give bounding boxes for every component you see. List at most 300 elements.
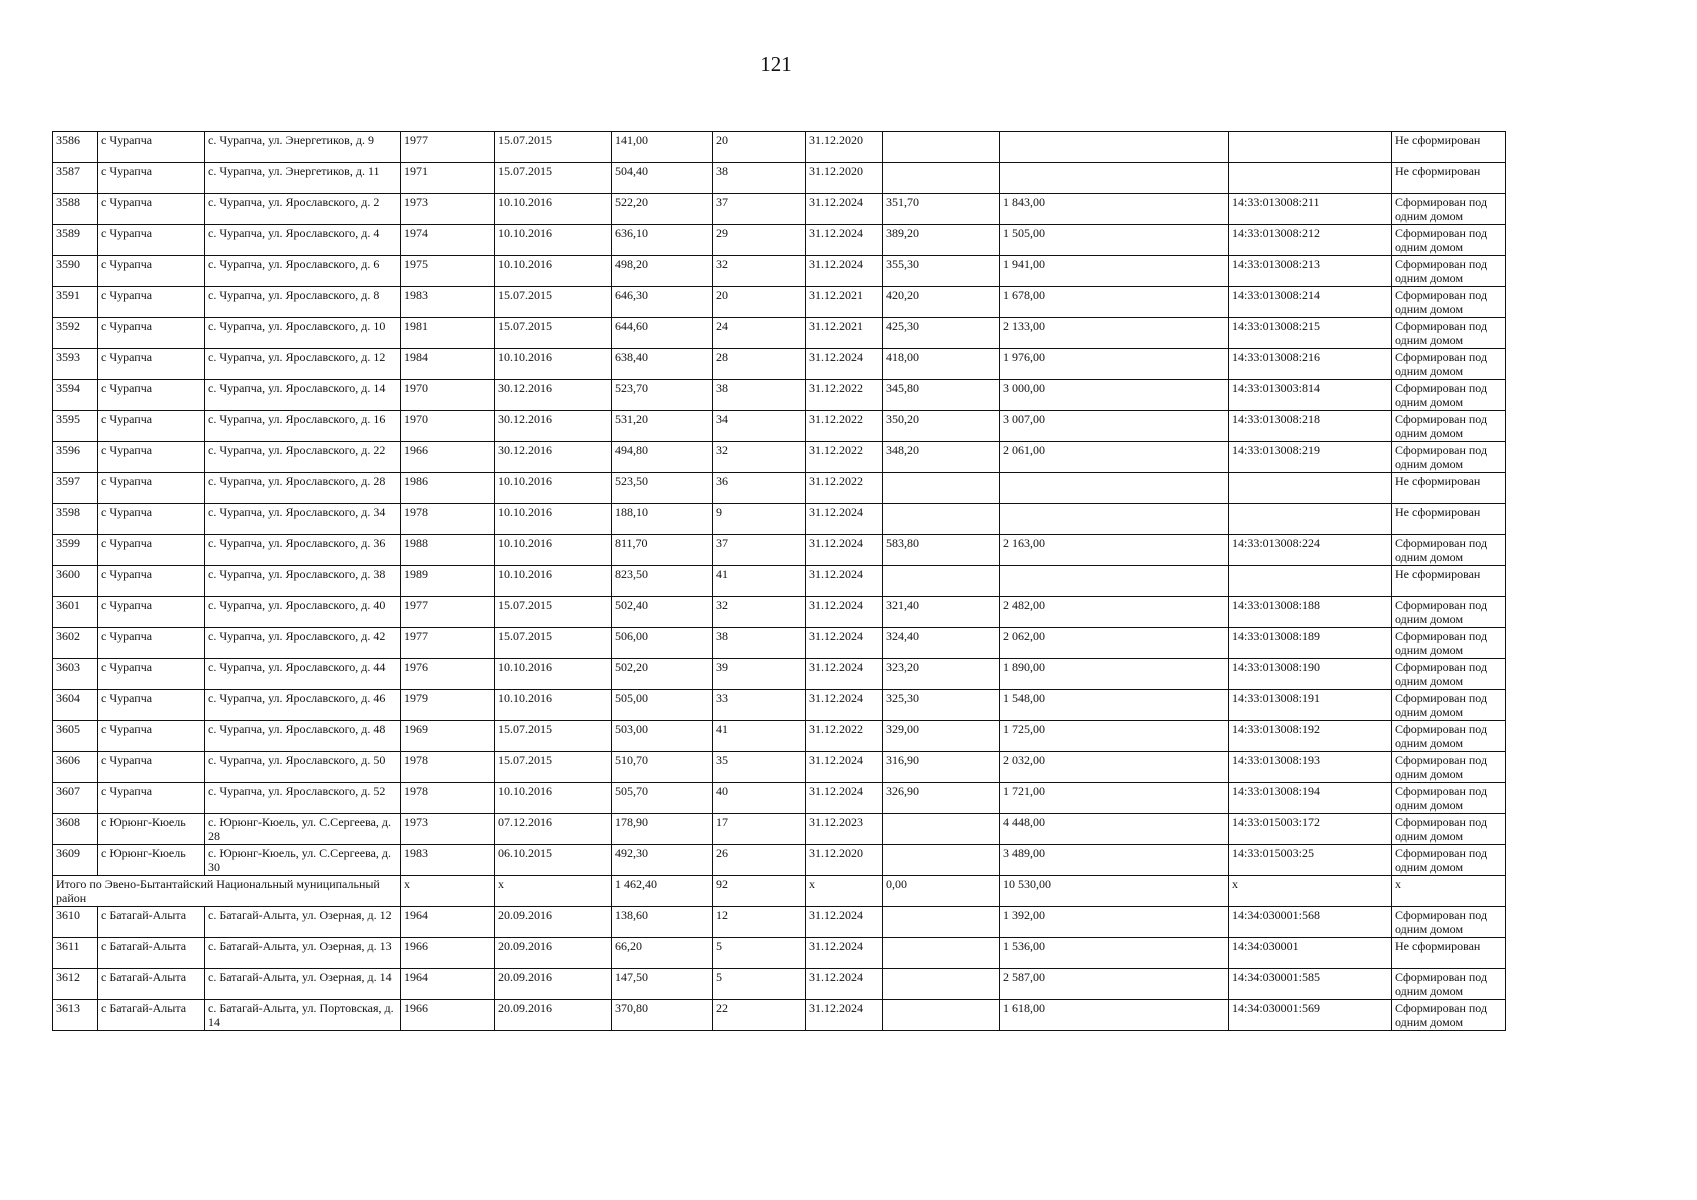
area-cell: 498,20 [612, 256, 713, 287]
year-cell: 1974 [401, 225, 495, 256]
address-cell: с. Чурапча, ул. Ярославского, д. 48 [205, 721, 401, 752]
page-number: 121 [760, 52, 792, 76]
deadline-cell: 31.12.2024 [806, 225, 883, 256]
address-cell: с. Чурапча, ул. Ярославского, д. 12 [205, 349, 401, 380]
land-area-cell: 316,90 [883, 752, 1000, 783]
cadastral-value-cell: 3 489,00 [1000, 845, 1229, 876]
table-row [53, 349, 1506, 380]
inclusion-date-cell: 15.07.2015 [495, 597, 612, 628]
deadline-cell: 31.12.2020 [806, 163, 883, 194]
address-cell: с. Чурапча, ул. Ярославского, д. 52 [205, 783, 401, 814]
row-number: 3613 [53, 1000, 98, 1031]
address-cell: с. Батагай-Алыта, ул. Озерная, д. 12 [205, 907, 401, 938]
deadline-cell: 31.12.2024 [806, 349, 883, 380]
land-status-cell: Не сформирован [1392, 938, 1506, 969]
land-status-cell: Сформирован под одним домом [1392, 380, 1506, 411]
settlement-cell: с Чурапча [98, 163, 205, 194]
land-status-cell: Сформирован под одним домом [1392, 225, 1506, 256]
land-area-cell: 325,30 [883, 690, 1000, 721]
cadastral-value-cell: 3 000,00 [1000, 380, 1229, 411]
cadastral-value-cell [1000, 163, 1229, 194]
address-cell: с. Чурапча, ул. Ярославского, д. 2 [205, 194, 401, 225]
row-number: 3601 [53, 597, 98, 628]
year-cell: 1986 [401, 473, 495, 504]
cadastral-number-cell: 14:34:030001:568 [1229, 907, 1392, 938]
area-cell: 188,10 [612, 504, 713, 535]
settlement-cell: с Чурапча [98, 597, 205, 628]
settlement-cell: с Чурапча [98, 504, 205, 535]
residents-cell: 36 [713, 473, 806, 504]
inclusion-date-cell: 07.12.2016 [495, 814, 612, 845]
land-area-cell: 326,90 [883, 783, 1000, 814]
inclusion-date-cell: 10.10.2016 [495, 535, 612, 566]
residents-cell: 38 [713, 380, 806, 411]
inclusion-date-cell: 10.10.2016 [495, 504, 612, 535]
inclusion-date-cell: 10.10.2016 [495, 473, 612, 504]
residents-cell: 20 [713, 132, 806, 163]
cadastral-value-cell: 1 721,00 [1000, 783, 1229, 814]
table-row [53, 225, 1506, 256]
cadastral-value-cell: 2 587,00 [1000, 969, 1229, 1000]
table-row [53, 628, 1506, 659]
year-cell: 1983 [401, 287, 495, 318]
area-cell: 492,30 [612, 845, 713, 876]
inclusion-date-cell: 30.12.2016 [495, 411, 612, 442]
table-row [53, 752, 1506, 783]
year-cell: 1966 [401, 938, 495, 969]
cadastral-value-cell [1000, 504, 1229, 535]
table-row [53, 597, 1506, 628]
cadastral-value-cell: 1 976,00 [1000, 349, 1229, 380]
cadastral-value-cell: 2 163,00 [1000, 535, 1229, 566]
land-status-cell: Сформирован под одним домом [1392, 752, 1506, 783]
table-row [53, 814, 1506, 845]
cadastral-number-cell: 14:33:013008:189 [1229, 628, 1392, 659]
residents-cell: 41 [713, 721, 806, 752]
inclusion-date-cell: 30.12.2016 [495, 380, 612, 411]
address-cell: с. Чурапча, ул. Энергетиков, д. 11 [205, 163, 401, 194]
land-area-cell: 355,30 [883, 256, 1000, 287]
area-cell: 502,40 [612, 597, 713, 628]
deadline-cell: 31.12.2023 [806, 814, 883, 845]
cadastral-number-cell: 14:33:013008:190 [1229, 659, 1392, 690]
land-status-cell: Не сформирован [1392, 504, 1506, 535]
table-row [53, 938, 1506, 969]
inclusion-date-cell: 15.07.2015 [495, 752, 612, 783]
area-cell: 506,00 [612, 628, 713, 659]
land-area-cell: 418,00 [883, 349, 1000, 380]
row-number: 3592 [53, 318, 98, 349]
land-status-cell: Сформирован под одним домом [1392, 690, 1506, 721]
year-cell: 1966 [401, 442, 495, 473]
row-number: 3610 [53, 907, 98, 938]
deadline-cell: 31.12.2024 [806, 752, 883, 783]
total-label: Итого по Эвено-Бытантайский Национальный муниципальный район [53, 876, 401, 907]
deadline-cell: 31.12.2021 [806, 318, 883, 349]
residents-cell: 17 [713, 814, 806, 845]
cadastral-value-cell: 1 725,00 [1000, 721, 1229, 752]
cadastral-number-cell: 14:33:013003:814 [1229, 380, 1392, 411]
cadastral-number-cell: 14:34:030001 [1229, 938, 1392, 969]
table-row [53, 969, 1506, 1000]
cadastral-value-cell: 2 061,00 [1000, 442, 1229, 473]
total-cadastral-number-cell: х [1229, 876, 1392, 907]
row-number: 3599 [53, 535, 98, 566]
deadline-cell: 31.12.2024 [806, 194, 883, 225]
cadastral-number-cell [1229, 504, 1392, 535]
land-status-cell: Сформирован под одним домом [1392, 442, 1506, 473]
row-number: 3594 [53, 380, 98, 411]
table-row [53, 194, 1506, 225]
address-cell: с. Чурапча, ул. Ярославского, д. 14 [205, 380, 401, 411]
address-cell: с. Чурапча, ул. Ярославского, д. 38 [205, 566, 401, 597]
row-number: 3603 [53, 659, 98, 690]
settlement-cell: с Батагай-Алыта [98, 907, 205, 938]
table-row [53, 318, 1506, 349]
inclusion-date-cell: 30.12.2016 [495, 442, 612, 473]
table-row [53, 256, 1506, 287]
cadastral-value-cell: 2 032,00 [1000, 752, 1229, 783]
year-cell: 1978 [401, 504, 495, 535]
land-area-cell: 389,20 [883, 225, 1000, 256]
year-cell: 1973 [401, 194, 495, 225]
land-status-cell: Сформирован под одним домом [1392, 597, 1506, 628]
residents-cell: 26 [713, 845, 806, 876]
settlement-cell: с Чурапча [98, 442, 205, 473]
row-number: 3586 [53, 132, 98, 163]
deadline-cell: 31.12.2024 [806, 659, 883, 690]
land-status-cell: Сформирован под одним домом [1392, 721, 1506, 752]
residents-cell: 39 [713, 659, 806, 690]
deadline-cell: 31.12.2024 [806, 597, 883, 628]
year-cell: 1969 [401, 721, 495, 752]
area-cell: 531,20 [612, 411, 713, 442]
cadastral-value-cell: 1 941,00 [1000, 256, 1229, 287]
land-status-cell: Сформирован под одним домом [1392, 194, 1506, 225]
deadline-cell: 31.12.2022 [806, 380, 883, 411]
total-land-area-cell: 0,00 [883, 876, 1000, 907]
settlement-cell: с Чурапча [98, 473, 205, 504]
area-cell: 503,00 [612, 721, 713, 752]
area-cell: 638,40 [612, 349, 713, 380]
cadastral-number-cell [1229, 566, 1392, 597]
cadastral-value-cell: 3 007,00 [1000, 411, 1229, 442]
row-number: 3606 [53, 752, 98, 783]
year-cell: 1984 [401, 349, 495, 380]
table-row [53, 535, 1506, 566]
table-row [53, 690, 1506, 721]
inclusion-date-cell: 15.07.2015 [495, 163, 612, 194]
residents-cell: 41 [713, 566, 806, 597]
area-cell: 646,30 [612, 287, 713, 318]
cadastral-value-cell [1000, 132, 1229, 163]
residents-cell: 12 [713, 907, 806, 938]
cadastral-number-cell: 14:33:013008:215 [1229, 318, 1392, 349]
residents-cell: 40 [713, 783, 806, 814]
land-area-cell [883, 969, 1000, 1000]
settlement-cell: с Чурапча [98, 380, 205, 411]
settlement-cell: с Чурапча [98, 132, 205, 163]
address-cell: с. Чурапча, ул. Ярославского, д. 4 [205, 225, 401, 256]
area-cell: 636,10 [612, 225, 713, 256]
cadastral-number-cell: 14:33:013008:192 [1229, 721, 1392, 752]
cadastral-number-cell: 14:33:015003:25 [1229, 845, 1392, 876]
cadastral-number-cell: 14:33:013008:212 [1229, 225, 1392, 256]
year-cell: 1975 [401, 256, 495, 287]
residents-cell: 9 [713, 504, 806, 535]
settlement-cell: с Чурапча [98, 194, 205, 225]
cadastral-value-cell [1000, 566, 1229, 597]
total-cadastral-value-cell: 10 530,00 [1000, 876, 1229, 907]
area-cell: 505,00 [612, 690, 713, 721]
area-cell: 510,70 [612, 752, 713, 783]
cadastral-number-cell: 14:33:013008:213 [1229, 256, 1392, 287]
land-area-cell: 323,20 [883, 659, 1000, 690]
address-cell: с. Чурапча, ул. Ярославского, д. 42 [205, 628, 401, 659]
inclusion-date-cell: 10.10.2016 [495, 783, 612, 814]
inclusion-date-cell: 15.07.2015 [495, 628, 612, 659]
land-area-cell: 350,20 [883, 411, 1000, 442]
residents-cell: 24 [713, 318, 806, 349]
settlement-cell: с Юрюнг-Кюель [98, 814, 205, 845]
land-status-cell: Сформирован под одним домом [1392, 969, 1506, 1000]
table-row [53, 132, 1506, 163]
residents-cell: 38 [713, 163, 806, 194]
land-area-cell [883, 566, 1000, 597]
settlement-cell: с Чурапча [98, 535, 205, 566]
year-cell: 1981 [401, 318, 495, 349]
cadastral-number-cell: 14:33:013008:219 [1229, 442, 1392, 473]
inclusion-date-cell: 06.10.2015 [495, 845, 612, 876]
cadastral-value-cell: 1 505,00 [1000, 225, 1229, 256]
land-area-cell [883, 473, 1000, 504]
area-cell: 523,70 [612, 380, 713, 411]
cadastral-value-cell: 2 062,00 [1000, 628, 1229, 659]
residents-cell: 37 [713, 194, 806, 225]
address-cell: с. Батагай-Алыта, ул. Портовская, д. 14 [205, 1000, 401, 1031]
residents-cell: 28 [713, 349, 806, 380]
inclusion-date-cell: 20.09.2016 [495, 907, 612, 938]
deadline-cell: 31.12.2024 [806, 628, 883, 659]
inclusion-date-cell: 10.10.2016 [495, 225, 612, 256]
address-cell: с. Чурапча, ул. Ярославского, д. 8 [205, 287, 401, 318]
row-number: 3587 [53, 163, 98, 194]
cadastral-value-cell: 2 482,00 [1000, 597, 1229, 628]
settlement-cell: с Чурапча [98, 690, 205, 721]
inclusion-date-cell: 10.10.2016 [495, 256, 612, 287]
land-status-cell: Сформирован под одним домом [1392, 783, 1506, 814]
address-cell: с. Чурапча, ул. Ярославского, д. 10 [205, 318, 401, 349]
settlement-cell: с Батагай-Алыта [98, 938, 205, 969]
residents-cell: 33 [713, 690, 806, 721]
year-cell: 1977 [401, 597, 495, 628]
year-cell: 1983 [401, 845, 495, 876]
table-row [53, 721, 1506, 752]
table-row [53, 1000, 1506, 1031]
settlement-cell: с Чурапча [98, 225, 205, 256]
cadastral-number-cell: 14:34:030001:569 [1229, 1000, 1392, 1031]
address-cell: с. Чурапча, ул. Ярославского, д. 16 [205, 411, 401, 442]
deadline-cell: 31.12.2021 [806, 287, 883, 318]
table-row [53, 783, 1506, 814]
inclusion-date-cell: 10.10.2016 [495, 349, 612, 380]
land-area-cell: 351,70 [883, 194, 1000, 225]
deadline-cell: 31.12.2022 [806, 721, 883, 752]
settlement-cell: с Юрюнг-Кюель [98, 845, 205, 876]
land-area-cell [883, 1000, 1000, 1031]
land-status-cell: Не сформирован [1392, 163, 1506, 194]
land-status-cell: Сформирован под одним домом [1392, 845, 1506, 876]
address-cell: с. Чурапча, ул. Ярославского, д. 28 [205, 473, 401, 504]
settlement-cell: с Чурапча [98, 287, 205, 318]
cadastral-value-cell: 1 536,00 [1000, 938, 1229, 969]
area-cell: 494,80 [612, 442, 713, 473]
total-row [53, 876, 1506, 907]
year-cell: 1966 [401, 1000, 495, 1031]
cadastral-number-cell [1229, 473, 1392, 504]
row-number: 3612 [53, 969, 98, 1000]
settlement-cell: с Чурапча [98, 349, 205, 380]
address-cell: с. Чурапча, ул. Ярославского, д. 40 [205, 597, 401, 628]
row-number: 3602 [53, 628, 98, 659]
land-area-cell: 321,40 [883, 597, 1000, 628]
settlement-cell: с Чурапча [98, 659, 205, 690]
row-number: 3589 [53, 225, 98, 256]
table-row [53, 380, 1506, 411]
year-cell: 1973 [401, 814, 495, 845]
year-cell: 1977 [401, 132, 495, 163]
cadastral-number-cell: 14:33:013008:214 [1229, 287, 1392, 318]
total-residents-cell: 92 [713, 876, 806, 907]
table-row [53, 442, 1506, 473]
land-area-cell [883, 814, 1000, 845]
cadastral-number-cell: 14:33:013008:193 [1229, 752, 1392, 783]
area-cell: 138,60 [612, 907, 713, 938]
table-row [53, 845, 1506, 876]
cadastral-value-cell: 1 618,00 [1000, 1000, 1229, 1031]
deadline-cell: 31.12.2024 [806, 504, 883, 535]
residents-cell: 38 [713, 628, 806, 659]
land-area-cell: 425,30 [883, 318, 1000, 349]
land-area-cell [883, 504, 1000, 535]
row-number: 3604 [53, 690, 98, 721]
cadastral-number-cell: 14:33:015003:172 [1229, 814, 1392, 845]
row-number: 3596 [53, 442, 98, 473]
settlement-cell: с Чурапча [98, 783, 205, 814]
total-land-status-cell: х [1392, 876, 1506, 907]
total-deadline-cell: х [806, 876, 883, 907]
land-area-cell: 329,00 [883, 721, 1000, 752]
row-number: 3607 [53, 783, 98, 814]
cadastral-value-cell: 1 548,00 [1000, 690, 1229, 721]
area-cell: 644,60 [612, 318, 713, 349]
table-row [53, 287, 1506, 318]
table-row [53, 659, 1506, 690]
row-number: 3593 [53, 349, 98, 380]
inclusion-date-cell: 10.10.2016 [495, 659, 612, 690]
deadline-cell: 31.12.2020 [806, 845, 883, 876]
cadastral-value-cell: 1 392,00 [1000, 907, 1229, 938]
land-area-cell [883, 163, 1000, 194]
cadastral-number-cell [1229, 132, 1392, 163]
cadastral-number-cell: 14:33:013008:211 [1229, 194, 1392, 225]
address-cell: с. Чурапча, ул. Ярославского, д. 34 [205, 504, 401, 535]
area-cell: 370,80 [612, 1000, 713, 1031]
residents-cell: 32 [713, 597, 806, 628]
table-row [53, 163, 1506, 194]
address-cell: с. Чурапча, ул. Ярославского, д. 6 [205, 256, 401, 287]
land-area-cell: 420,20 [883, 287, 1000, 318]
cadastral-number-cell: 14:33:013008:194 [1229, 783, 1392, 814]
land-status-cell: Сформирован под одним домом [1392, 287, 1506, 318]
deadline-cell: 31.12.2024 [806, 256, 883, 287]
land-area-cell: 324,40 [883, 628, 1000, 659]
deadline-cell: 31.12.2024 [806, 907, 883, 938]
row-number: 3590 [53, 256, 98, 287]
inclusion-date-cell: 10.10.2016 [495, 194, 612, 225]
area-cell: 811,70 [612, 535, 713, 566]
land-status-cell: Не сформирован [1392, 473, 1506, 504]
row-number: 3598 [53, 504, 98, 535]
year-cell: 1979 [401, 690, 495, 721]
settlement-cell: с Чурапча [98, 752, 205, 783]
inclusion-date-cell: 20.09.2016 [495, 969, 612, 1000]
land-status-cell: Сформирован под одним домом [1392, 907, 1506, 938]
inclusion-date-cell: 15.07.2015 [495, 721, 612, 752]
deadline-cell: 31.12.2024 [806, 690, 883, 721]
address-cell: с. Чурапча, ул. Ярославского, д. 22 [205, 442, 401, 473]
inclusion-date-cell: 10.10.2016 [495, 690, 612, 721]
cadastral-value-cell: 1 890,00 [1000, 659, 1229, 690]
address-cell: с. Батагай-Алыта, ул. Озерная, д. 13 [205, 938, 401, 969]
cadastral-number-cell [1229, 163, 1392, 194]
cadastral-number-cell: 14:33:013008:191 [1229, 690, 1392, 721]
year-cell: 1988 [401, 535, 495, 566]
row-number: 3600 [53, 566, 98, 597]
table-row [53, 907, 1506, 938]
deadline-cell: 31.12.2024 [806, 535, 883, 566]
land-status-cell: Сформирован под одним домом [1392, 628, 1506, 659]
table-body [53, 132, 1506, 1031]
area-cell: 178,90 [612, 814, 713, 845]
housing-registry-table [52, 131, 1506, 1031]
deadline-cell: 31.12.2024 [806, 1000, 883, 1031]
row-number: 3595 [53, 411, 98, 442]
land-area-cell: 345,80 [883, 380, 1000, 411]
inclusion-date-cell: 15.07.2015 [495, 318, 612, 349]
cadastral-value-cell: 2 133,00 [1000, 318, 1229, 349]
land-area-cell [883, 907, 1000, 938]
cadastral-value-cell: 1 843,00 [1000, 194, 1229, 225]
settlement-cell: с Чурапча [98, 318, 205, 349]
table-row [53, 504, 1506, 535]
area-cell: 505,70 [612, 783, 713, 814]
settlement-cell: с Чурапча [98, 628, 205, 659]
settlement-cell: с Чурапча [98, 256, 205, 287]
residents-cell: 5 [713, 938, 806, 969]
inclusion-date-cell: 10.10.2016 [495, 566, 612, 597]
year-cell: 1978 [401, 783, 495, 814]
cadastral-number-cell: 14:34:030001:585 [1229, 969, 1392, 1000]
settlement-cell: с Чурапча [98, 721, 205, 752]
row-number: 3609 [53, 845, 98, 876]
area-cell: 823,50 [612, 566, 713, 597]
land-status-cell: Сформирован под одним домом [1392, 659, 1506, 690]
row-number: 3591 [53, 287, 98, 318]
row-number: 3611 [53, 938, 98, 969]
total-year-cell: х [401, 876, 495, 907]
settlement-cell: с Чурапча [98, 566, 205, 597]
